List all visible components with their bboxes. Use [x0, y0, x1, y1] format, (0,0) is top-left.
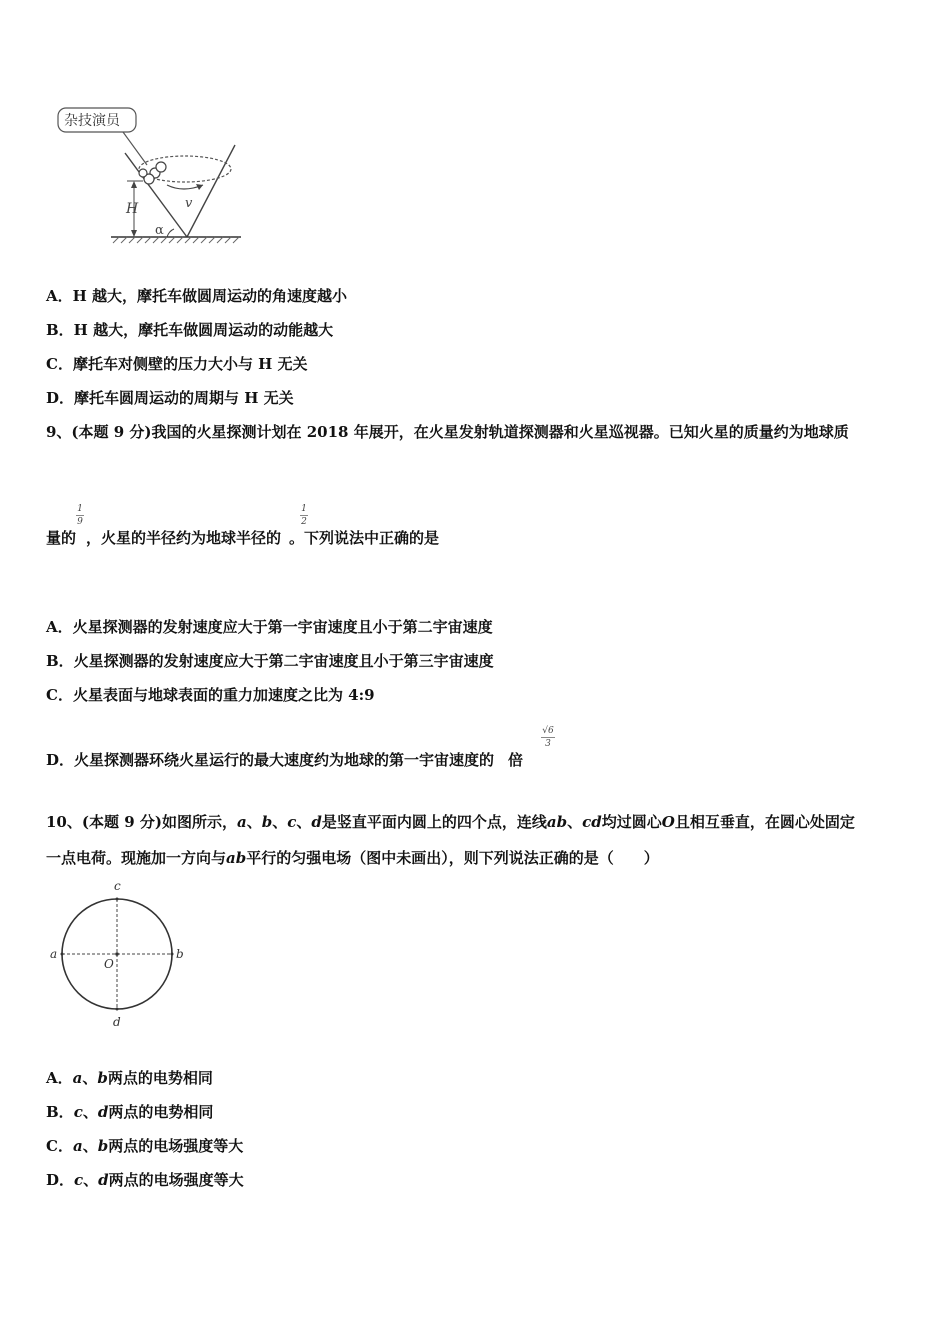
v-label: v — [185, 196, 193, 211]
q9-option-c: C．火星表面与地球表面的重力加速度之比为 4:9 — [46, 686, 375, 704]
point-c-label: c — [114, 880, 121, 893]
q8-option-a: A．H 越大，摩托车做圆周运动的角速度越小 — [46, 287, 348, 305]
q10-option-d: D．c、d两点的电场强度等大 — [46, 1171, 244, 1189]
q10-option-b: B．c、d两点的电势相同 — [46, 1103, 214, 1121]
q10-option-a: A．a、b两点的电势相同 — [46, 1069, 213, 1087]
cone-motorcycle-figure — [55, 105, 250, 250]
center-o-label: O — [104, 957, 114, 971]
q9-fraction-radius: 1 2 — [301, 504, 307, 527]
q8-option-d: D．摩托车圆周运动的周期与 H 无关 — [46, 389, 294, 407]
circle-figure — [46, 880, 191, 1030]
h-label: H — [126, 201, 139, 217]
point-a-label: a — [50, 947, 58, 961]
q9-option-d: D．火星探测器环绕火星运行的最大速度约为地球的第一宇宙速度的 倍 — [46, 751, 524, 769]
q10-stem-line2: 一点电荷。现施加一方向与ab平行的匀强电场（图中未画出），则下列说法正确的是（ ） — [46, 849, 659, 867]
q8-option-b: B．H 越大，摩托车做圆周运动的动能越大 — [46, 321, 334, 339]
point-d-label: d — [113, 1015, 121, 1029]
point-b-label: b — [176, 947, 184, 961]
q10-stem-line1: 10、(本题 9 分)如图所示，a、b、c、d是竖直平面内圆上的四个点，连线ab、cd均过圆心O且相互垂直，在圆心处固定 — [46, 813, 855, 831]
q8-option-c: C．摩托车对侧壁的压力大小与 H 无关 — [46, 355, 308, 373]
q9-option-a: A．火星探测器的发射速度应大于第一宇宙速度且小于第二宇宙速度 — [46, 618, 493, 636]
callout-text: 杂技演员 — [64, 113, 120, 129]
q9-fraction-mass: 1 9 — [77, 504, 83, 527]
q9-fraction-speed: √6 3 — [542, 726, 554, 749]
q10-option-c: C．a、b两点的电场强度等大 — [46, 1137, 244, 1155]
q9-stem-line1: 9、(本题 9 分)我国的火星探测计划在 2018 年展开，在火星发射轨道探测器和火星巡视器。已知火星的质量约为地球质 — [46, 423, 849, 441]
q9-stem-line2: 量的 ，火星的半径约为地球半径的 。下列说法中正确的是 — [46, 529, 440, 547]
alpha-label: α — [155, 223, 164, 238]
q9-option-b: B．火星探测器的发射速度应大于第二宇宙速度且小于第三宇宙速度 — [46, 652, 494, 670]
